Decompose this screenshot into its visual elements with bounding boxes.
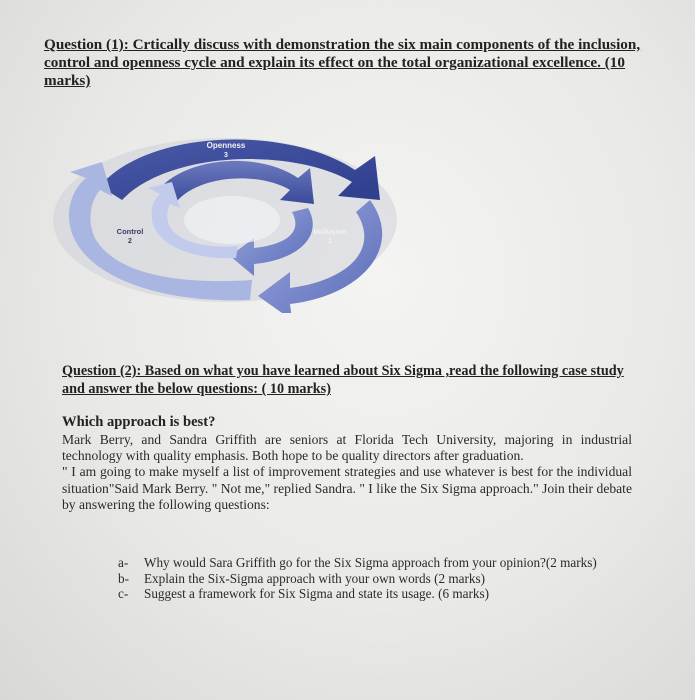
sub-question-marker: c- bbox=[118, 586, 129, 602]
sub-question-text: Suggest a framework for Six Sigma and state its usage. (6 marks) bbox=[144, 586, 489, 602]
question-1-heading: Question (1): Crtically discuss with demonstration the six main components of the inclusion, control and openness cycle and explain its effect on the total organizational excellence. (10 marks) bbox=[44, 36, 641, 89]
sub-question-text: Explain the Six-Sigma approach with your own words (2 marks) bbox=[144, 570, 485, 586]
case-study-body bbox=[62, 432, 632, 513]
sub-question-a bbox=[118, 555, 638, 571]
case-paragraph-2: " I am going to make myself a list of improvement strategies and use whatever is best for the individual situation"Said Mark Berry. " Not me," replied Sandra. " I like the Six Sigma approach." Join their debate by answering the following questions: bbox=[62, 464, 632, 512]
sub-question-c bbox=[118, 586, 638, 602]
label-control: Control bbox=[116, 227, 144, 236]
label-openness: Openness bbox=[206, 141, 246, 150]
inclusion-control-openness-cycle-diagram bbox=[40, 108, 410, 313]
sub-question-text: Why would Sara Griffith go for the Six Sigma approach from your opinion?(2 marks) bbox=[144, 555, 597, 570]
sub-questions-list bbox=[118, 555, 638, 602]
label-openness-number: 3 bbox=[224, 152, 228, 159]
sub-question-marker: b- bbox=[118, 570, 129, 586]
center-highlight bbox=[184, 196, 280, 244]
case-study-title: Which approach is best? bbox=[62, 414, 216, 430]
label-inclusion-number: 1 bbox=[328, 238, 332, 245]
case-paragraph-1: Mark Berry, and Sandra Griffith are seniors at Florida Tech University, majoring in industrial technology with quality emphasis. Both hope to be quality directors after graduation. bbox=[62, 432, 632, 464]
label-control-number: 2 bbox=[128, 238, 132, 245]
question-2-heading: Question (2): Based on what you have learned about Six Sigma ,read the following case study and answer the below questions: ( 10 marks) bbox=[62, 363, 624, 397]
sub-question-marker: a- bbox=[118, 555, 129, 570]
label-inclusion: Inclusion bbox=[313, 227, 347, 236]
sub-question-b bbox=[118, 571, 638, 587]
